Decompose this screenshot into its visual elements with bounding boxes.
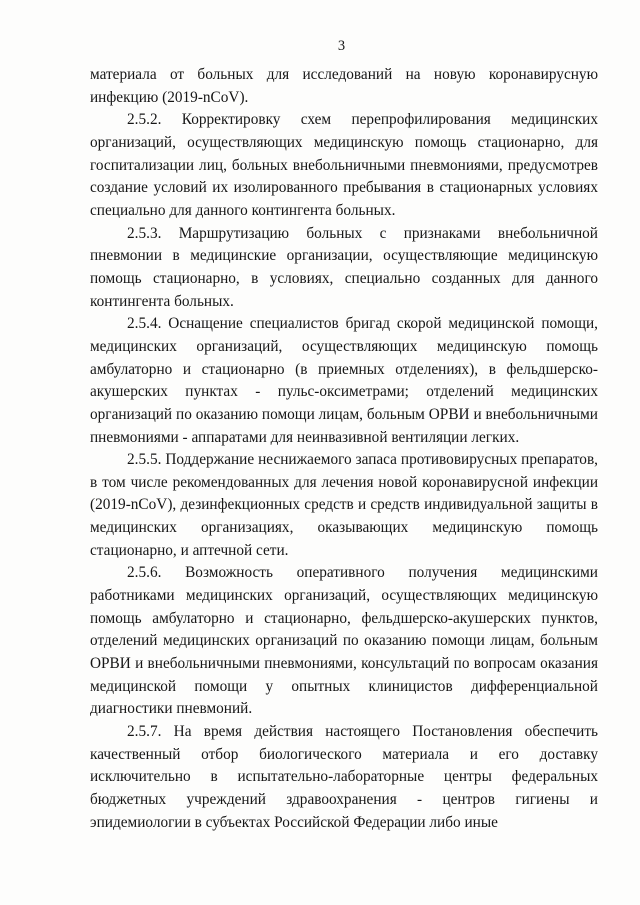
paragraph-2-5-2: 2.5.2. Корректировку схем перепрофилирования медицинских организаций, осуществляющих медицинскую помощь стационарно, для госпитализации лиц, больных внебольничными пневмониями, предусмотрев создание условий их изолированного пребывания в стационарных условиях специально для данного контингента больных. — [90, 111, 598, 219]
paragraph-2-5-3: 2.5.3. Маршрутизацию больных с признаками внебольничной пневмонии в медицинские организации, осуществляющие медицинскую помощь стационарно, в условиях, специально созданных для данного контингента больных. — [90, 224, 598, 310]
paragraph-2-5-4: 2.5.4. Оснащение специалистов бригад скорой медицинской помощи, медицинских организаций, осуществляющих медицинскую помощь амбулаторно и стационарно (в приемных отделениях), в фельдшерско-акушерских пунктах - пульс-оксиметрами; отделений медицинских организаций по оказанию помощи лицам, больным ОРВИ и внебольничными пневмониями - аппаратами для неинвазивной вентиляции легких. — [90, 315, 598, 446]
paragraph-2-5-5: 2.5.5. Поддержание неснижаемого запаса противовирусных препаратов, в том числе рекомендованных для лечения новой коронавирусной инфекции (2019-nCoV), дезинфекционных средств и средств индивидуальной защиты в медицинских организациях, оказывающих медицинскую помощь стационарно, и аптечной сети. — [90, 451, 598, 559]
paragraph-continuation: материала от больных для исследований на новую коронавирусную инфекцию (2019-nCoV). — [90, 66, 598, 106]
document-body — [90, 64, 598, 834]
paragraph-2-5-7: 2.5.7. На время действия настоящего Постановления обеспечить качественный отбор биологического материала и его доставку исключительно в испытательно-лабораторные центры федеральных бюджетных учреждений здравоохранения - центров гигиены и эпидемиологии в субъектах Российской Федерации либо иные — [90, 723, 598, 831]
page-number: 3 — [337, 38, 346, 54]
paragraph-2-5-6: 2.5.6. Возможность оперативного получения медицинскими работниками медицинских организаций, осуществляющих медицинскую помощь амбулаторно и стационарно, фельдшерско-акушерских пунктов, отделений медицинских организаций по оказанию помощи лицам, больным ОРВИ и внебольничными пневмониями, консультаций по вопросам оказания медицинской помощи у опытных клиницистов дифференциальной диагностики пневмоний. — [90, 564, 598, 718]
